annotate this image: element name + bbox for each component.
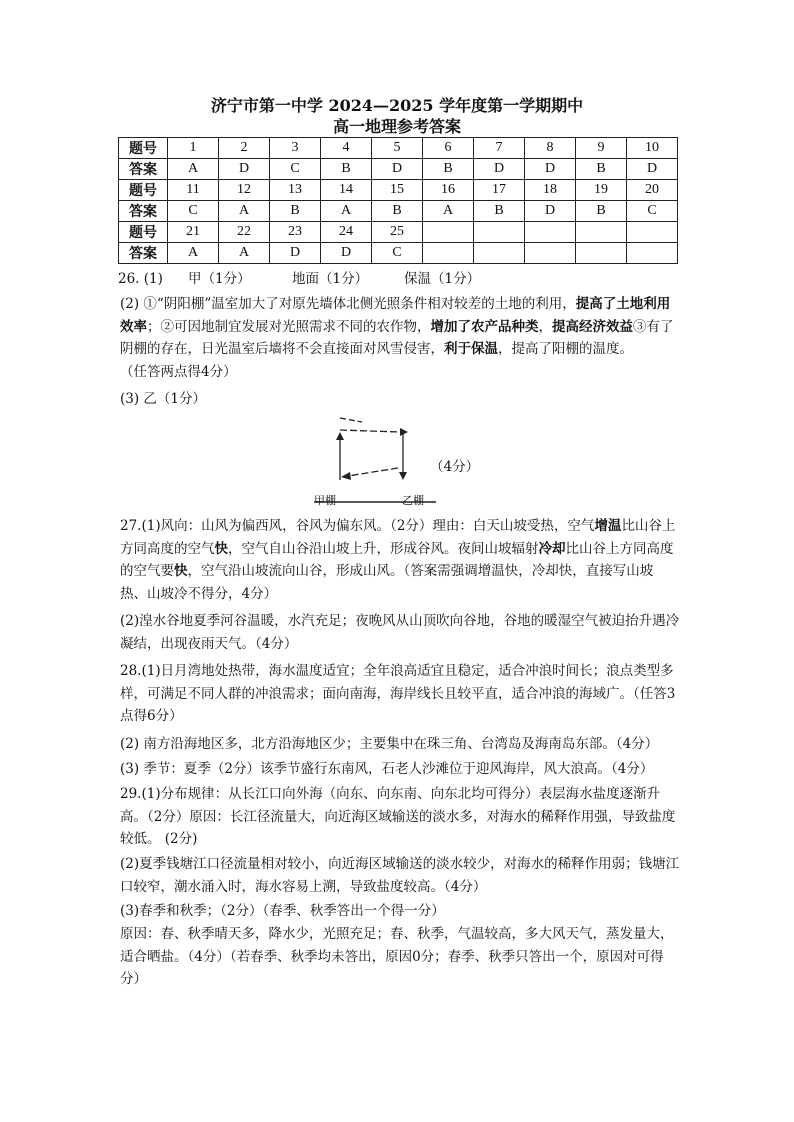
answer-table-cell: A [219, 201, 270, 222]
answer-table-cell [525, 243, 576, 264]
answer-table-cell: 12 [219, 180, 270, 201]
answer-table-cell: A [321, 201, 372, 222]
q27-part1 [120, 515, 680, 605]
answer-table-cell: D [219, 159, 270, 180]
answer-table-cell: 6 [423, 138, 474, 159]
answer-table-cell: 11 [168, 180, 219, 201]
q27-part1-bold3: 冷却 [538, 540, 566, 557]
q26-part3: (3) 乙（1分） [120, 391, 207, 407]
answer-table-row-label: 题号 [119, 222, 168, 243]
answer-table-row [119, 180, 678, 201]
q26-part1-answer-a: 甲（1分） [188, 271, 251, 287]
answer-table-cell: 25 [372, 222, 423, 243]
q29-part2: (2)夏季钱塘江口径流量相对较小，向近海区域输送的淡水较少，对海水的稀释作用弱；钱塘江口较窄，潮水涌入时，海水容易上溯，导致盐度较高。（4分） [120, 856, 680, 895]
q29-part4: 原因：春、秋季晴天多，降水少，光照充足；春、秋季，气温较高，多大风天气，蒸发量大，适合晒盐。（4分）（若春季、秋季均未答出，原因0分；春季、秋季只答出一个，原因对可得分） [120, 926, 674, 987]
answer-table-row-label: 答案 [119, 159, 168, 180]
diagram-score: （4分） [430, 459, 480, 475]
q26-part2-text4: ③有了阴棚的存在，日光温室后墙将不会直接面对风雪侵害， [120, 318, 674, 357]
answer-table-cell: 2 [219, 138, 270, 159]
answer-table-cell: A [219, 243, 270, 264]
answer-table-row-label: 题号 [119, 180, 168, 201]
answer-table-cell [474, 243, 525, 264]
left-up-arrowhead [336, 432, 344, 440]
answer-table-cell: C [270, 159, 321, 180]
answer-table-cell: B [423, 159, 474, 180]
answer-table-cell: 15 [372, 180, 423, 201]
answer-table-cell [627, 222, 678, 243]
answer-table-row-label: 答案 [119, 243, 168, 264]
q26-part2-note: （任答两点得4分） [120, 363, 237, 380]
answer-table-row-label: 题号 [119, 138, 168, 159]
answer-table-cell: B [576, 201, 627, 222]
q28-part1: 28.(1)日月湾地处热带，海水温度适宜；全年浪高适宜且稳定，适合冲浪时间长；浪点类型多样，可满足不同人群的冲浪需求；面向南海，海岸线长且较平直，适合冲浪的海域广。（任答3点得6分） [120, 663, 676, 724]
answer-table-cell: C [168, 201, 219, 222]
page-subtitle: 高一地理参考答案 [332, 117, 461, 136]
answer-table-cell: D [627, 159, 678, 180]
q26-part2-text2: ；②可因地制宜发展对光照需求不同的农作物， [147, 318, 431, 335]
answer-table-cell: C [627, 201, 678, 222]
q27-part1-text2: 比山谷上方同高度的空气 [120, 518, 676, 557]
answer-table-cell: D [372, 159, 423, 180]
answer-table-cell: B [576, 159, 627, 180]
answer-table-cell: 10 [627, 138, 678, 159]
answer-table-cell [576, 222, 627, 243]
answer-table-cell: 7 [474, 138, 525, 159]
answer-table-cell: B [270, 201, 321, 222]
answer-table-cell: 4 [321, 138, 372, 159]
answer-table-cell: A [168, 243, 219, 264]
q26-part1-answer-c: 保温（1分） [404, 271, 481, 287]
answer-table-cell: 22 [219, 222, 270, 243]
answer-table-cell: 24 [321, 222, 372, 243]
answer-table-cell: D [525, 201, 576, 222]
answer-table-row [119, 201, 678, 222]
q26-part2-bold4: 利于保温 [444, 341, 498, 357]
q26-part2-text1: (2) ①“阴阳棚”温室加大了对原先墙体北侧光照条件相对较差的土地的利用， [120, 296, 576, 312]
answer-table-cell: B [321, 159, 372, 180]
upper-flow-arrowhead [400, 428, 408, 436]
q26-part2-bold1: 提高了土地利用效率 [120, 296, 671, 335]
answer-table-cell: 3 [270, 138, 321, 159]
answer-table-row [119, 243, 678, 264]
q26-part1-answer-b: 地面（1分） [292, 271, 369, 287]
q27-part1-bold2: 快 [214, 540, 228, 557]
answer-table-cell: 1 [168, 138, 219, 159]
lower-flow-line [348, 468, 398, 476]
answer-table-cell: 20 [627, 180, 678, 201]
page-title: 济宁市第一中学 2024—2025 学年度第一学期期中 [210, 96, 584, 115]
answer-table-row-label: 答案 [119, 201, 168, 222]
answer-table-cell: 9 [576, 138, 627, 159]
answer-table-cell: 21 [168, 222, 219, 243]
diagram-label-left: 甲棚 [314, 494, 336, 507]
q26-part2-bold3: 提高经济效益 [552, 318, 633, 335]
answer-table-cell: B [474, 201, 525, 222]
q29-part3: (3)春季和秋季；（2分）（春季、秋季答出一个得一分） [120, 903, 445, 919]
answer-table-cell [423, 222, 474, 243]
answer-table-cell [525, 222, 576, 243]
answer-table-cell: D [474, 159, 525, 180]
answer-table-cell: D [270, 243, 321, 264]
q27-part1-text1: 27.(1)风向：山风为偏西风，谷风为偏东风。（2分）理由：白天山坡受热，空气 [120, 518, 595, 534]
q26-part2-text3: ， [538, 318, 552, 335]
q28-part3: (3) 季节：夏季（2分）该季节盛行东南风，石老人沙滩位于迎风海岸，风大浪高。（4分） [120, 761, 654, 777]
answer-table-cell: C [372, 243, 423, 264]
answer-table-cell: 5 [372, 138, 423, 159]
answer-table-row [119, 138, 678, 159]
answer-table-cell [627, 243, 678, 264]
answer-table-cell: 18 [525, 180, 576, 201]
answer-table-cell: 8 [525, 138, 576, 159]
answer-table-cell: 13 [270, 180, 321, 201]
answer-table-cell [576, 243, 627, 264]
answer-table-cell: A [168, 159, 219, 180]
q27-part1-text5: ，空气沿山坡流向山谷，形成山风。（答案需强调增温快，冷却快，直接写山坡热、山坡冷不得分，4分） [120, 563, 654, 602]
answer-table-row [119, 222, 678, 243]
lower-flow-arrowhead [341, 472, 351, 480]
answer-table [118, 137, 678, 264]
answer-table-cell: D [321, 243, 372, 264]
answer-table-cell [474, 222, 525, 243]
q27-part1-text4: 比山谷上方同高度的空气要 [120, 540, 674, 579]
q26-part1 [118, 268, 678, 291]
right-down-arrowhead [399, 472, 407, 480]
answer-table-cell: D [525, 159, 576, 180]
q28-part2: (2) 南方沿海地区多，北方沿海地区少；主要集中在珠三角、台湾岛及海南岛东部。（4分） [120, 736, 659, 752]
answer-table-cell [423, 243, 474, 264]
q29-part1: 29.(1)分布规律：从长江口向外海（向东、向东南、向东北均可得分）表层海水盐度逐渐升高。（2分）原因：长江径流量大，向近海区域输送的淡水多，对海水的稀释作用强，导致盐度较低。 (2分) [120, 786, 676, 847]
q27-part2: (2)湟水谷地夏季河谷温暖，水汽充足；夜晚风从山顶吹向谷地，谷地的暖湿空气被迫抬升遇冷凝结，出现夜雨天气。（4分） [120, 613, 680, 652]
q26-part2 [120, 293, 680, 383]
q26-part1-number: 26. (1) [118, 271, 163, 287]
q26-part2-text5: ，提高了阳棚的温度。 [498, 341, 633, 357]
answer-table-cell: 17 [474, 180, 525, 201]
q26-part2-bold2: 增加了农产品种类 [430, 318, 539, 335]
answer-table-cell: B [372, 201, 423, 222]
answer-table-row [119, 159, 678, 180]
diagram-label-right: 乙棚 [402, 494, 424, 507]
upper-flow-arrow [340, 418, 362, 422]
q27-part1-text3: ，空气自山谷沿山坡上升，形成谷风。夜间山坡辐射 [228, 540, 539, 557]
answer-table-cell: 16 [423, 180, 474, 201]
answer-table-cell: A [423, 201, 474, 222]
answer-table-cell: 14 [321, 180, 372, 201]
answer-table-cell: 19 [576, 180, 627, 201]
upper-flow-line [340, 430, 400, 432]
answer-table-cell: 23 [270, 222, 321, 243]
q27-part1-bold4: 快 [174, 563, 188, 579]
q27-part1-bold1: 增温 [594, 518, 622, 534]
